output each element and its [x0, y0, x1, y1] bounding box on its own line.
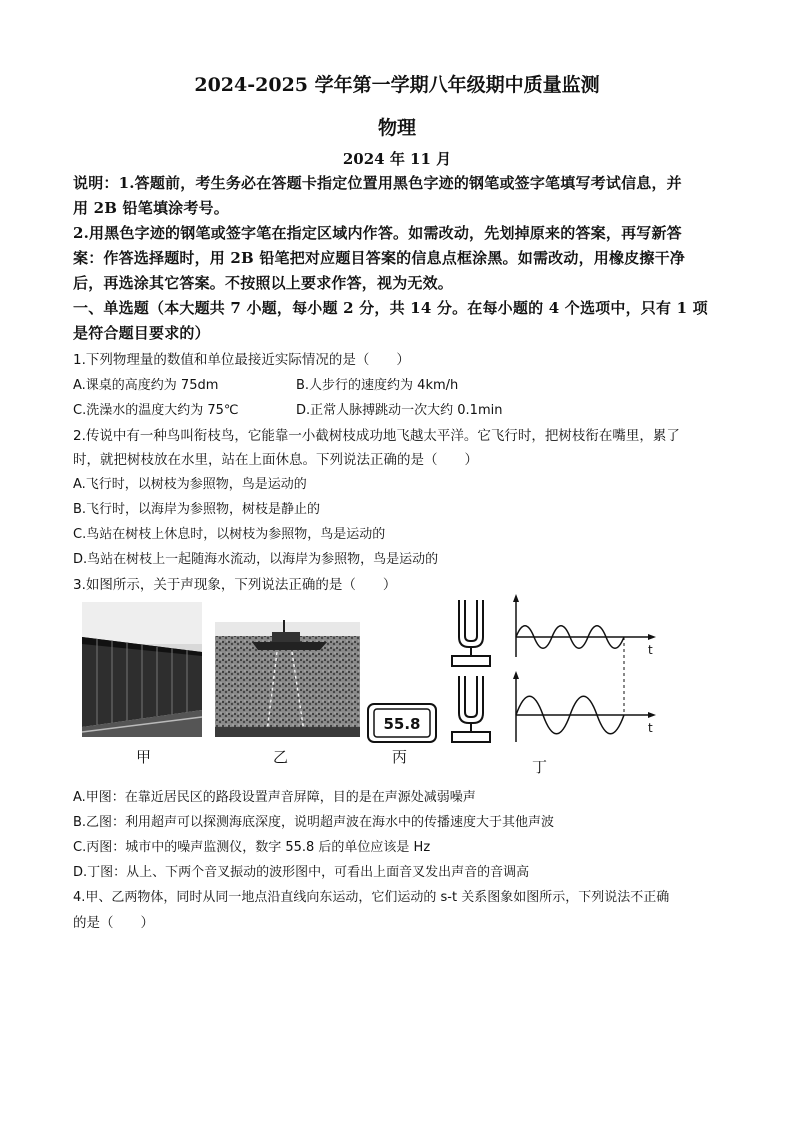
subject-title: 物理 [377, 117, 416, 139]
question-1-option-a: A.课桌的高度约为 75dm [73, 378, 219, 393]
meter-reading: 55.8 [383, 715, 421, 733]
tuning-fork-bottom [452, 676, 490, 742]
question-3-figure [72, 592, 672, 782]
figure-label-bing: 丙 [392, 748, 408, 766]
figure-label-ding: 丁 [532, 758, 548, 776]
question-1-option-d: D.正常人脉搏跳动一次大约 0.1min [296, 403, 503, 418]
question-2-stem: 2.传说中有一种鸟叫衔枝鸟，它能靠一小截树枝成功地飞越太平洋。它飞行时，把树枝衔在嘴里，累了 [73, 428, 680, 444]
exam-title: 2024-2025 学年第一学期八年级期中质量监测 [194, 74, 600, 96]
question-2-stem: 时，就把树枝放在水里，站在上面休息。下列说法正确的是（ ） [73, 452, 478, 468]
instruction-line: 2.用黑色字迹的钢笔或签字笔在指定区域内作答。如需改动，先划掉原来的答案，再写新答 [73, 224, 682, 242]
question-1-option-c: C.洗澡水的温度大约为 75℃ [73, 403, 239, 418]
ship-sonar-photo [215, 620, 360, 737]
question-2-option-b: B.飞行时，以海岸为参照物，树枝是静止的 [73, 502, 321, 517]
instruction-line: 后，再选涂其它答案。不按照以上要求作答，视为无效。 [73, 274, 454, 292]
question-3-stem: 3.如图所示，关于声现象，下列说法正确的是（ ） [73, 577, 397, 593]
waveform-bottom [513, 671, 656, 742]
question-4-stem: 的是（ ） [73, 915, 154, 931]
axis-t-label: t [648, 643, 653, 657]
question-2-option-d: D.鸟站在树枝上一起随海水流动，以海岸为参照物，鸟是运动的 [73, 552, 439, 567]
axis-t-label: t [648, 721, 653, 735]
sound-barrier-photo [82, 602, 202, 737]
question-1-option-b: B.人步行的速度约为 4km/h [296, 378, 459, 393]
question-3-option-b: B.乙图：利用超声可以探测海底深度，说明超声波在海水中的传播速度大于其他声波 [73, 815, 555, 830]
question-3-option-d: D.丁图：从上、下两个音叉振动的波形图中，可看出上面音叉发出声音的音调高 [73, 865, 530, 880]
question-3-option-a: A.甲图：在靠近居民区的路段设置声音屏障，目的是在声源处减弱噪声 [73, 790, 476, 805]
instruction-line: 说明：1.答题前，考生务必在答题卡指定位置用黑色字迹的钢笔或签字笔填写考试信息，并 [73, 174, 682, 192]
figure-label-jia: 甲 [136, 748, 152, 766]
exam-date: 2024 年 11 月 [342, 150, 452, 168]
question-2-option-c: C.鸟站在树枝上休息时，以树枝为参照物，鸟是运动的 [73, 527, 386, 542]
instruction-line: 案：作答选择题时，用 2B 铅笔把对应题目答案的信息点框涂黑。如需改动，用橡皮擦干净 [73, 249, 685, 267]
instruction-line: 用 2B 铅笔填涂考号。 [73, 199, 229, 217]
question-4-stem: 4.甲、乙两物体，同时从同一地点沿直线向东运动，它们运动的 s-t 关系图象如图所示，下列说法不正确 [73, 890, 670, 905]
waveform-top [513, 594, 656, 657]
section-heading: 一、单选题（本大题共 7 小题，每小题 2 分，共 14 分。在每小题的 4 个选项中，只有 1 项 [73, 299, 708, 317]
section-heading: 是符合题目要求的） [73, 324, 210, 342]
figure-label-yi: 乙 [273, 748, 289, 766]
question-3-option-c: C.丙图：城市中的噪声监测仪，数字 55.8 后的单位应该是 Hz [73, 840, 431, 855]
question-1-stem: 1.下列物理量的数值和单位最接近实际情况的是（ ） [73, 352, 410, 368]
tuning-fork-top [452, 600, 490, 666]
question-2-option-a: A.飞行时，以树枝为参照物，鸟是运动的 [73, 477, 307, 492]
